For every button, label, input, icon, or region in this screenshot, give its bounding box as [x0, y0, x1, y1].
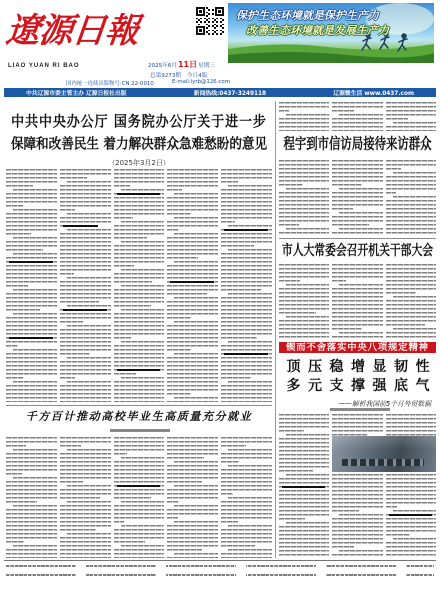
paragraph-indent	[386, 538, 393, 540]
paragraph-break	[354, 110, 382, 112]
paragraph-indent	[6, 313, 13, 315]
paragraph-break	[397, 506, 436, 508]
paragraph-indent	[114, 221, 121, 223]
paragraph-break	[362, 184, 383, 186]
paragraph-break	[401, 168, 436, 170]
paragraph-indent	[167, 461, 174, 463]
paragraph-break	[191, 393, 218, 395]
paragraph-break	[147, 237, 164, 239]
text-column	[6, 169, 57, 402]
paragraph-break	[43, 249, 57, 251]
lead-headline-line1: 中共中央办公厅 国务院办公厅关于进一步	[11, 114, 267, 131]
employment-headline: 千方百计推动高校毕业生高质量充分就业	[25, 410, 253, 423]
section-divider	[279, 238, 436, 239]
publisher-info-bar	[4, 88, 436, 97]
paragraph-indent	[114, 285, 121, 287]
paragraph-indent	[167, 261, 174, 263]
paragraph-indent	[221, 549, 228, 551]
paragraph-indent	[167, 297, 174, 299]
paragraph-indent	[6, 477, 13, 479]
news-photo	[332, 436, 436, 472]
paragraph-break	[261, 289, 272, 291]
text-column	[386, 264, 436, 338]
subheading-line	[282, 486, 325, 488]
paragraph-break	[410, 534, 436, 536]
footer-fineprint	[6, 565, 434, 567]
paragraph-indent	[279, 188, 286, 190]
paragraph-indent	[60, 213, 67, 215]
paragraph-break	[238, 181, 272, 183]
paragraph-indent	[6, 253, 13, 255]
paragraph-break	[182, 189, 219, 191]
text-column	[279, 414, 329, 558]
paragraph-break	[136, 373, 164, 375]
paragraph-break	[37, 501, 57, 503]
paragraph-break	[90, 353, 110, 355]
paragraph-indent	[114, 501, 121, 503]
paragraph-indent	[6, 505, 13, 507]
text-column	[221, 437, 272, 558]
paragraph-break	[99, 301, 111, 303]
paragraph-indent	[221, 525, 228, 527]
paragraph-break	[40, 309, 57, 311]
paragraph-break	[198, 257, 218, 259]
paragraph-indent	[167, 485, 174, 487]
paragraph-indent	[332, 212, 339, 214]
paragraph-indent	[167, 553, 174, 555]
paragraph-break	[152, 281, 165, 283]
text-column	[167, 437, 218, 558]
paragraph-break	[191, 349, 218, 351]
subheading-line	[389, 514, 432, 516]
right-top-text	[279, 102, 436, 131]
paragraph-indent	[221, 465, 228, 467]
lead-headline-line2: 保障和改善民生 着力解决群众急难愁盼的意见	[10, 135, 268, 152]
trade-headline-line1: 顶压稳增显韧性	[286, 359, 437, 375]
text-column	[279, 264, 329, 338]
paragraph-indent	[386, 328, 393, 330]
paragraph-indent	[279, 474, 286, 476]
issue-number: 总第9273期	[150, 73, 182, 79]
paragraph-break	[235, 221, 272, 223]
publisher-label: 中共辽源市委主管主办 辽源日报社出版	[26, 91, 127, 97]
paragraph-break	[23, 205, 57, 207]
paragraph-indent	[114, 189, 121, 191]
paragraph-indent	[114, 525, 121, 527]
paragraph-indent	[332, 114, 339, 116]
paragraph-break	[202, 549, 218, 551]
subheading-line	[224, 353, 268, 355]
paragraph-break	[28, 285, 56, 287]
paragraph-break	[130, 185, 164, 187]
trade-headline-line2: 多元支撑强底气	[286, 378, 437, 394]
paragraph-break	[255, 545, 272, 547]
paragraph-indent	[60, 501, 67, 503]
issue-line	[150, 71, 207, 79]
banner-slogan-line2: 改善生态环境就是发展生产力	[246, 24, 389, 37]
paragraph-indent	[6, 381, 13, 383]
paragraph-indent	[221, 249, 228, 251]
paragraph-indent	[332, 284, 339, 286]
paragraph-indent	[386, 172, 393, 174]
masthead-romanized-title: LIAO YUAN RI BAO	[8, 63, 80, 69]
paragraph-break	[346, 280, 383, 282]
paragraph-indent	[114, 241, 121, 243]
paragraph-indent	[114, 545, 121, 547]
paragraph-indent	[167, 397, 174, 399]
paragraph-indent	[167, 521, 174, 523]
paragraph-indent	[167, 321, 174, 323]
paragraph-indent	[221, 497, 228, 499]
paragraph-break	[207, 293, 219, 295]
lead-story-body	[6, 169, 272, 402]
paragraph-break	[134, 265, 164, 267]
subheading-line	[9, 261, 53, 263]
text-column	[167, 169, 218, 402]
paragraph-break	[299, 224, 329, 226]
weekday: 星期三	[198, 63, 215, 69]
paragraph-break	[151, 305, 165, 307]
paragraph-indent	[114, 309, 121, 311]
paragraph-break	[303, 184, 330, 186]
date-prefix: 2025年6月	[148, 63, 177, 69]
paragraph-break	[131, 337, 165, 339]
paragraph-indent	[279, 284, 286, 286]
qr-finder-pattern	[215, 7, 224, 16]
paragraph-break	[18, 345, 57, 347]
paragraph-indent	[386, 510, 393, 512]
paragraph-break	[204, 457, 218, 459]
subheading-line	[117, 485, 161, 487]
paragraph-break	[425, 324, 436, 326]
text-column	[60, 169, 111, 402]
byline	[330, 408, 390, 411]
paragraph-break	[239, 461, 272, 463]
paragraph-indent	[279, 228, 286, 230]
paragraph-indent	[6, 349, 13, 351]
paragraph-indent	[6, 209, 13, 211]
paragraph-break	[254, 245, 272, 247]
date-day: 11日	[177, 60, 198, 69]
paragraph-break	[289, 110, 329, 112]
text-column	[332, 160, 382, 235]
paragraph-break	[133, 217, 164, 219]
byline	[110, 429, 170, 432]
paragraph-break	[191, 213, 218, 215]
page-count: 今日4版	[187, 73, 208, 79]
paragraph-indent	[6, 189, 13, 191]
paragraph-break	[396, 192, 436, 194]
dateline	[148, 60, 215, 71]
lead-headline	[6, 114, 272, 153]
paragraph-break	[96, 529, 110, 531]
paragraph-indent	[60, 357, 67, 359]
paragraph-indent	[167, 193, 174, 195]
paragraph-break	[233, 493, 272, 495]
paragraph-break	[83, 481, 110, 483]
subheading-line	[170, 281, 214, 283]
paragraph-break	[81, 445, 111, 447]
text-column	[279, 102, 329, 131]
paragraph-indent	[60, 305, 67, 307]
paragraph-break	[246, 445, 272, 447]
website-label: 辽源微生活 www.0437.com	[333, 91, 414, 97]
qr-code	[196, 7, 224, 35]
paragraph-indent	[221, 293, 228, 295]
paragraph-indent	[167, 353, 174, 355]
paragraph-break	[31, 233, 56, 235]
paragraph-indent	[114, 269, 121, 271]
paragraph-break	[359, 510, 383, 512]
trade-subtitle: ——解析我国前5个月外贸数据	[338, 400, 431, 408]
paragraph-break	[305, 518, 329, 520]
paragraph-indent	[221, 449, 228, 451]
paragraph-break	[75, 377, 111, 379]
column-banner: 锲而不舍落实中央八项规定精神	[279, 342, 436, 353]
paragraph-break	[127, 453, 164, 455]
paragraph-indent	[60, 181, 67, 183]
paragraph-indent	[279, 522, 286, 524]
text-column	[114, 437, 165, 558]
lead-story-date: （2025年3月2日）	[108, 159, 170, 167]
petition-headline: 程宇到市信访局接待来访群众	[283, 134, 432, 153]
paragraph-indent	[221, 225, 228, 227]
paragraph-break	[257, 337, 272, 339]
paragraph-indent	[332, 514, 339, 516]
email-address: E-mail:lyrb@126.com	[172, 79, 230, 85]
paragraph-break	[23, 377, 57, 379]
column-divider	[275, 101, 276, 558]
paragraph-break	[151, 497, 165, 499]
paragraph-indent	[221, 185, 228, 187]
text-column	[332, 102, 382, 131]
paragraph-break	[238, 521, 272, 523]
paragraph-break	[300, 280, 329, 282]
serial-number: 国内统一连续出版物号:CN 22-0010	[66, 81, 154, 87]
text-column	[6, 437, 57, 558]
paragraph-break	[26, 445, 57, 447]
paragraph-break	[98, 225, 110, 227]
subheading-line	[9, 337, 53, 339]
text-column	[221, 169, 272, 402]
paragraph-indent	[279, 316, 286, 318]
paragraph-indent	[114, 341, 121, 343]
eco-slogan-banner	[228, 3, 434, 63]
paragraph-indent	[60, 485, 67, 487]
qr-finder-pattern	[196, 7, 205, 16]
paragraph-break	[22, 473, 57, 475]
paragraph-break	[251, 377, 272, 379]
paragraph-indent	[332, 188, 339, 190]
paragraph-indent	[332, 228, 339, 230]
paragraph-indent	[386, 196, 393, 198]
text-column	[60, 437, 111, 558]
paragraph-break	[354, 546, 383, 548]
text-column	[114, 169, 165, 402]
paragraph-indent	[386, 122, 393, 124]
paragraph-indent	[332, 550, 339, 552]
text-column	[386, 102, 436, 131]
paragraph-break	[124, 521, 164, 523]
text-column	[332, 264, 382, 338]
masthead-title: 遼源日報	[3, 11, 141, 51]
paragraph-indent	[6, 289, 13, 291]
paragraph-break	[202, 481, 218, 483]
banner-slogan-line1: 保护生态环境就是保护生产力	[236, 9, 379, 22]
paragraph-indent	[279, 114, 286, 116]
paragraph-break	[313, 470, 330, 472]
paragraph-indent	[6, 449, 13, 451]
paragraph-break	[416, 292, 436, 294]
paragraph-break	[24, 541, 57, 543]
paragraph-indent	[332, 332, 339, 334]
paragraph-indent	[60, 229, 67, 231]
footer-rule	[4, 560, 436, 561]
paragraph-break	[33, 185, 57, 187]
paragraph-break	[408, 118, 436, 120]
congress-story-body	[279, 264, 436, 338]
text-column	[386, 160, 436, 235]
paragraph-indent	[60, 533, 67, 535]
paragraph-break	[178, 517, 218, 519]
subheading-line	[117, 193, 161, 195]
paragraph-break	[304, 430, 330, 432]
subheading-line	[224, 229, 268, 231]
subheading-line	[63, 309, 107, 311]
paragraph-break	[179, 229, 219, 231]
paragraph-indent	[221, 341, 228, 343]
news-hotline: 新闻热线:0437-3249118	[193, 91, 267, 97]
paragraph-break	[353, 208, 383, 210]
paragraph-break	[83, 321, 111, 323]
paragraph-indent	[60, 381, 67, 383]
paragraph-indent	[6, 545, 13, 547]
petition-story-body	[279, 160, 436, 235]
paragraph-break	[369, 224, 383, 226]
paragraph-break	[316, 312, 329, 314]
paragraph-break	[145, 541, 164, 543]
section-divider	[6, 405, 272, 406]
paragraph-indent	[60, 449, 67, 451]
congress-headline: 市人大常委会召开机关干部大会	[281, 242, 434, 259]
text-column	[279, 160, 329, 235]
subheading-line	[117, 369, 161, 371]
paragraph-break	[75, 209, 111, 211]
paragraph-indent	[60, 277, 67, 279]
paragraph-break	[100, 497, 111, 499]
paragraph-break	[191, 317, 218, 319]
paragraph-indent	[114, 377, 121, 379]
paragraph-indent	[167, 217, 174, 219]
paragraph-break	[362, 328, 383, 330]
employment-story-body	[6, 437, 272, 558]
qr-finder-pattern	[196, 26, 205, 35]
footer-fineprint	[6, 574, 434, 576]
paragraph-indent	[386, 296, 393, 298]
paragraph-indent	[60, 325, 67, 327]
paragraph-break	[87, 177, 111, 179]
paragraph-indent	[167, 505, 174, 507]
paragraph-indent	[167, 233, 174, 235]
paragraph-break	[179, 501, 219, 503]
paragraph-indent	[221, 381, 228, 383]
paragraph-break	[74, 273, 111, 275]
paragraph-indent	[6, 237, 13, 239]
paragraph-indent	[279, 434, 286, 436]
paragraph-indent	[114, 457, 121, 459]
